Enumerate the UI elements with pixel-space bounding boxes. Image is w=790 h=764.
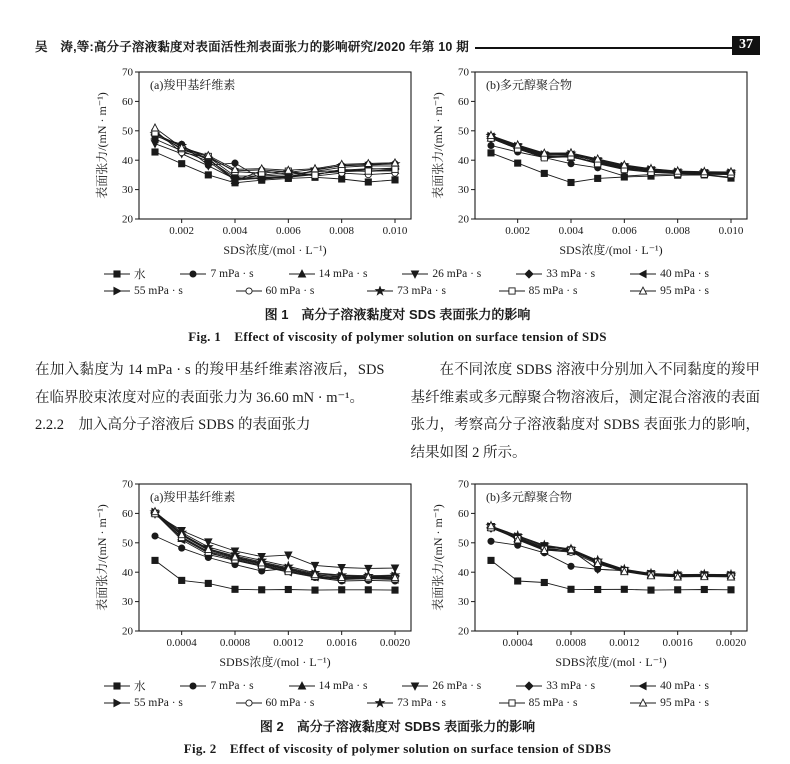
legend-item xyxy=(629,268,709,280)
svg-text:40: 40 xyxy=(458,154,469,167)
svg-text:0.010: 0.010 xyxy=(718,225,744,237)
legend-label: 水 xyxy=(134,268,146,281)
svg-text:(b)多元醇聚合物: (b)多元醇聚合物 xyxy=(486,78,572,92)
legend-item xyxy=(366,285,446,297)
legend-label: 33 mPa · s xyxy=(546,679,596,692)
right-column xyxy=(411,357,761,467)
svg-text:SDS浓度/(mol · L⁻¹): SDS浓度/(mol · L⁻¹) xyxy=(223,243,327,257)
legend-item xyxy=(401,680,481,692)
legend-label: 73 mPa · s xyxy=(397,696,446,709)
svg-text:0.008: 0.008 xyxy=(665,225,691,237)
running-title: 吴 涛,等:高分子溶液黏度对表面活性剂表面张力的影响研究/2020 年第 10 期 xyxy=(35,39,469,54)
legend-marker-icon xyxy=(103,269,131,279)
legend-label: 7 mPa · s xyxy=(210,267,254,280)
legend-marker-icon xyxy=(629,286,657,296)
svg-text:0.0016: 0.0016 xyxy=(662,637,693,650)
legend-label: 60 mPa · s xyxy=(265,696,315,709)
svg-text:SDBS浓度/(mol · L⁻¹): SDBS浓度/(mol · L⁻¹) xyxy=(219,655,331,670)
legend-item xyxy=(235,697,315,709)
legend-label: 55 mPa · s xyxy=(134,284,183,297)
svg-text:0.0012: 0.0012 xyxy=(609,637,640,650)
legend-item xyxy=(498,697,578,709)
page-header xyxy=(35,36,760,55)
legend-label: 14 mPa · s xyxy=(318,679,368,692)
legend-label: 14 mPa · s xyxy=(318,267,368,280)
legend-item xyxy=(103,266,146,282)
legend-item xyxy=(103,678,146,694)
legend-marker-icon xyxy=(629,698,657,708)
svg-text:0.0016: 0.0016 xyxy=(326,637,357,650)
legend-marker-icon xyxy=(401,681,429,691)
svg-text:70: 70 xyxy=(122,478,133,491)
svg-text:0.0008: 0.0008 xyxy=(219,637,251,650)
legend-item xyxy=(366,697,446,709)
legend-item xyxy=(179,268,253,280)
svg-text:0.0012: 0.0012 xyxy=(273,637,304,650)
legend-label: 95 mPa · s xyxy=(660,696,709,709)
legend-marker-icon xyxy=(498,698,526,708)
svg-text:0.002: 0.002 xyxy=(169,225,195,237)
body-text xyxy=(35,357,760,467)
fig1-caption-en: Fig. 1 Effect of viscosity of polymer solution on surface tension of SDS xyxy=(188,329,607,344)
fig1-caption-cn: 图 1 高分子溶液黏度对 SDS 表面张力的影响 xyxy=(264,307,531,322)
svg-text:(a)羧甲基纤维素: (a)羧甲基纤维素 xyxy=(150,78,236,92)
legend-label: 水 xyxy=(134,680,146,693)
svg-text:70: 70 xyxy=(458,66,469,79)
legend-row xyxy=(103,265,709,282)
fig1-legend xyxy=(103,265,709,299)
legend-label: 55 mPa · s xyxy=(134,696,183,709)
legend-marker-icon xyxy=(366,286,394,296)
legend-item xyxy=(103,285,183,297)
page-number-badge: 37 xyxy=(732,36,760,55)
svg-text:60: 60 xyxy=(122,96,133,108)
legend-marker-icon xyxy=(103,286,131,296)
svg-text:表面张力/(mN · m⁻¹): 表面张力/(mN · m⁻¹) xyxy=(95,504,109,611)
legend-marker-icon xyxy=(103,698,131,708)
svg-text:0.0020: 0.0020 xyxy=(379,637,411,650)
svg-text:50: 50 xyxy=(458,537,469,550)
legend-item xyxy=(288,680,368,692)
svg-text:0.0004: 0.0004 xyxy=(166,637,197,650)
svg-text:70: 70 xyxy=(122,66,133,79)
svg-text:0.004: 0.004 xyxy=(558,225,584,237)
svg-text:表面张力/(mN · m⁻¹): 表面张力/(mN · m⁻¹) xyxy=(431,92,445,199)
fig2-charts-row xyxy=(93,477,760,673)
svg-text:30: 30 xyxy=(122,596,133,609)
legend-label: 85 mPa · s xyxy=(528,284,578,297)
legend-row xyxy=(103,677,709,694)
svg-text:60: 60 xyxy=(458,508,469,521)
svg-text:30: 30 xyxy=(122,184,133,197)
legend-label: 7 mPa · s xyxy=(210,679,254,692)
svg-text:40: 40 xyxy=(122,154,133,167)
svg-text:表面张力/(mN · m⁻¹): 表面张力/(mN · m⁻¹) xyxy=(431,504,445,611)
fig2-caption-en: Fig. 2 Effect of viscosity of polymer solution on surface tension of SDBS xyxy=(183,741,612,757)
legend-label: 40 mPa · s xyxy=(660,679,709,692)
legend-label: 26 mPa · s xyxy=(432,267,482,280)
fig1-chart-polyol xyxy=(429,65,757,261)
legend-marker-icon xyxy=(498,286,526,296)
legend-item xyxy=(629,697,709,709)
legend-label: 26 mPa · s xyxy=(432,679,482,692)
legend-item xyxy=(629,285,709,297)
svg-text:70: 70 xyxy=(458,478,469,491)
legend-item xyxy=(629,680,709,692)
legend-marker-icon xyxy=(288,681,316,691)
svg-text:50: 50 xyxy=(122,537,133,550)
legend-marker-icon xyxy=(235,698,263,708)
svg-text:0.002: 0.002 xyxy=(505,225,531,237)
svg-text:(a)羧甲基纤维素: (a)羧甲基纤维素 xyxy=(150,490,236,505)
svg-text:SDBS浓度/(mol · L⁻¹): SDBS浓度/(mol · L⁻¹) xyxy=(555,655,667,670)
legend-marker-icon xyxy=(103,681,131,691)
legend-item xyxy=(515,680,595,692)
legend-item xyxy=(498,285,578,297)
legend-marker-icon xyxy=(235,286,263,296)
legend-marker-icon xyxy=(179,269,207,279)
legend-marker-icon xyxy=(515,681,543,691)
legend-item xyxy=(103,697,183,709)
legend-marker-icon xyxy=(629,269,657,279)
left-column xyxy=(35,357,385,467)
svg-text:表面张力/(mN · m⁻¹): 表面张力/(mN · m⁻¹) xyxy=(95,92,109,199)
paragraph-right: 在不同浓度 SDBS 溶液中分别加入不同黏度的羧甲基纤维素或多元醇聚合物溶液后，测定混合溶液的表面张力，考察高分子溶液黏度对 SDBS 表面张力的影响，结果如图 2 所示。 xyxy=(410,362,760,461)
legend-label: 95 mPa · s xyxy=(660,284,709,297)
fig1-charts-row xyxy=(93,65,760,261)
paragraph-left: 在加入黏度为 14 mPa · s 的羧甲基纤维素溶液后，SDS 在临界胶束浓度对应的表面张力为 36.60 mN · m⁻¹。 xyxy=(35,362,385,406)
svg-text:50: 50 xyxy=(458,125,469,138)
legend-item xyxy=(515,268,595,280)
legend-marker-icon xyxy=(515,269,543,279)
svg-text:20: 20 xyxy=(122,213,133,226)
svg-text:60: 60 xyxy=(122,508,133,521)
svg-text:50: 50 xyxy=(122,125,133,138)
svg-text:0.008: 0.008 xyxy=(329,225,355,237)
svg-text:30: 30 xyxy=(458,184,469,197)
svg-text:0.0020: 0.0020 xyxy=(715,637,747,650)
legend-item xyxy=(179,680,253,692)
svg-text:40: 40 xyxy=(122,566,133,579)
legend-item xyxy=(401,268,481,280)
legend-label: 85 mPa · s xyxy=(528,696,578,709)
figure2-block xyxy=(35,477,760,757)
fig1-chart-cmc xyxy=(93,65,421,261)
fig2-caption-cn: 图 2 高分子溶液黏度对 SDBS 表面张力的影响 xyxy=(259,719,536,735)
figure1-block xyxy=(35,65,760,345)
legend-label: 73 mPa · s xyxy=(397,284,446,297)
fig2-legend xyxy=(103,677,709,711)
svg-text:0.0008: 0.0008 xyxy=(555,637,587,650)
legend-marker-icon xyxy=(179,681,207,691)
legend-marker-icon xyxy=(401,269,429,279)
svg-text:40: 40 xyxy=(458,566,469,579)
legend-label: 60 mPa · s xyxy=(265,284,315,297)
svg-text:0.006: 0.006 xyxy=(275,225,301,237)
legend-marker-icon xyxy=(288,269,316,279)
svg-text:0.0004: 0.0004 xyxy=(502,637,533,650)
fig2-chart-cmc xyxy=(93,477,421,673)
legend-item xyxy=(235,285,315,297)
svg-text:0.006: 0.006 xyxy=(611,225,637,237)
svg-text:20: 20 xyxy=(458,213,469,226)
svg-text:0.010: 0.010 xyxy=(382,225,408,237)
header-rule xyxy=(475,47,732,49)
legend-label: 33 mPa · s xyxy=(546,267,596,280)
svg-text:(b)多元醇聚合物: (b)多元醇聚合物 xyxy=(486,490,572,505)
legend-label: 40 mPa · s xyxy=(660,267,709,280)
legend-marker-icon xyxy=(629,681,657,691)
legend-row xyxy=(103,282,709,299)
svg-text:20: 20 xyxy=(458,625,469,638)
legend-item xyxy=(288,268,368,280)
section-heading: 2.2.2 加入高分子溶液后 SDBS 的表面张力 xyxy=(35,417,311,434)
svg-text:SDS浓度/(mol · L⁻¹): SDS浓度/(mol · L⁻¹) xyxy=(559,243,663,257)
svg-text:60: 60 xyxy=(458,96,469,108)
svg-text:0.004: 0.004 xyxy=(222,225,248,237)
svg-text:20: 20 xyxy=(122,625,133,638)
svg-text:30: 30 xyxy=(458,596,469,609)
fig2-chart-polyol xyxy=(429,477,757,673)
legend-row xyxy=(103,694,709,711)
legend-marker-icon xyxy=(366,698,394,708)
